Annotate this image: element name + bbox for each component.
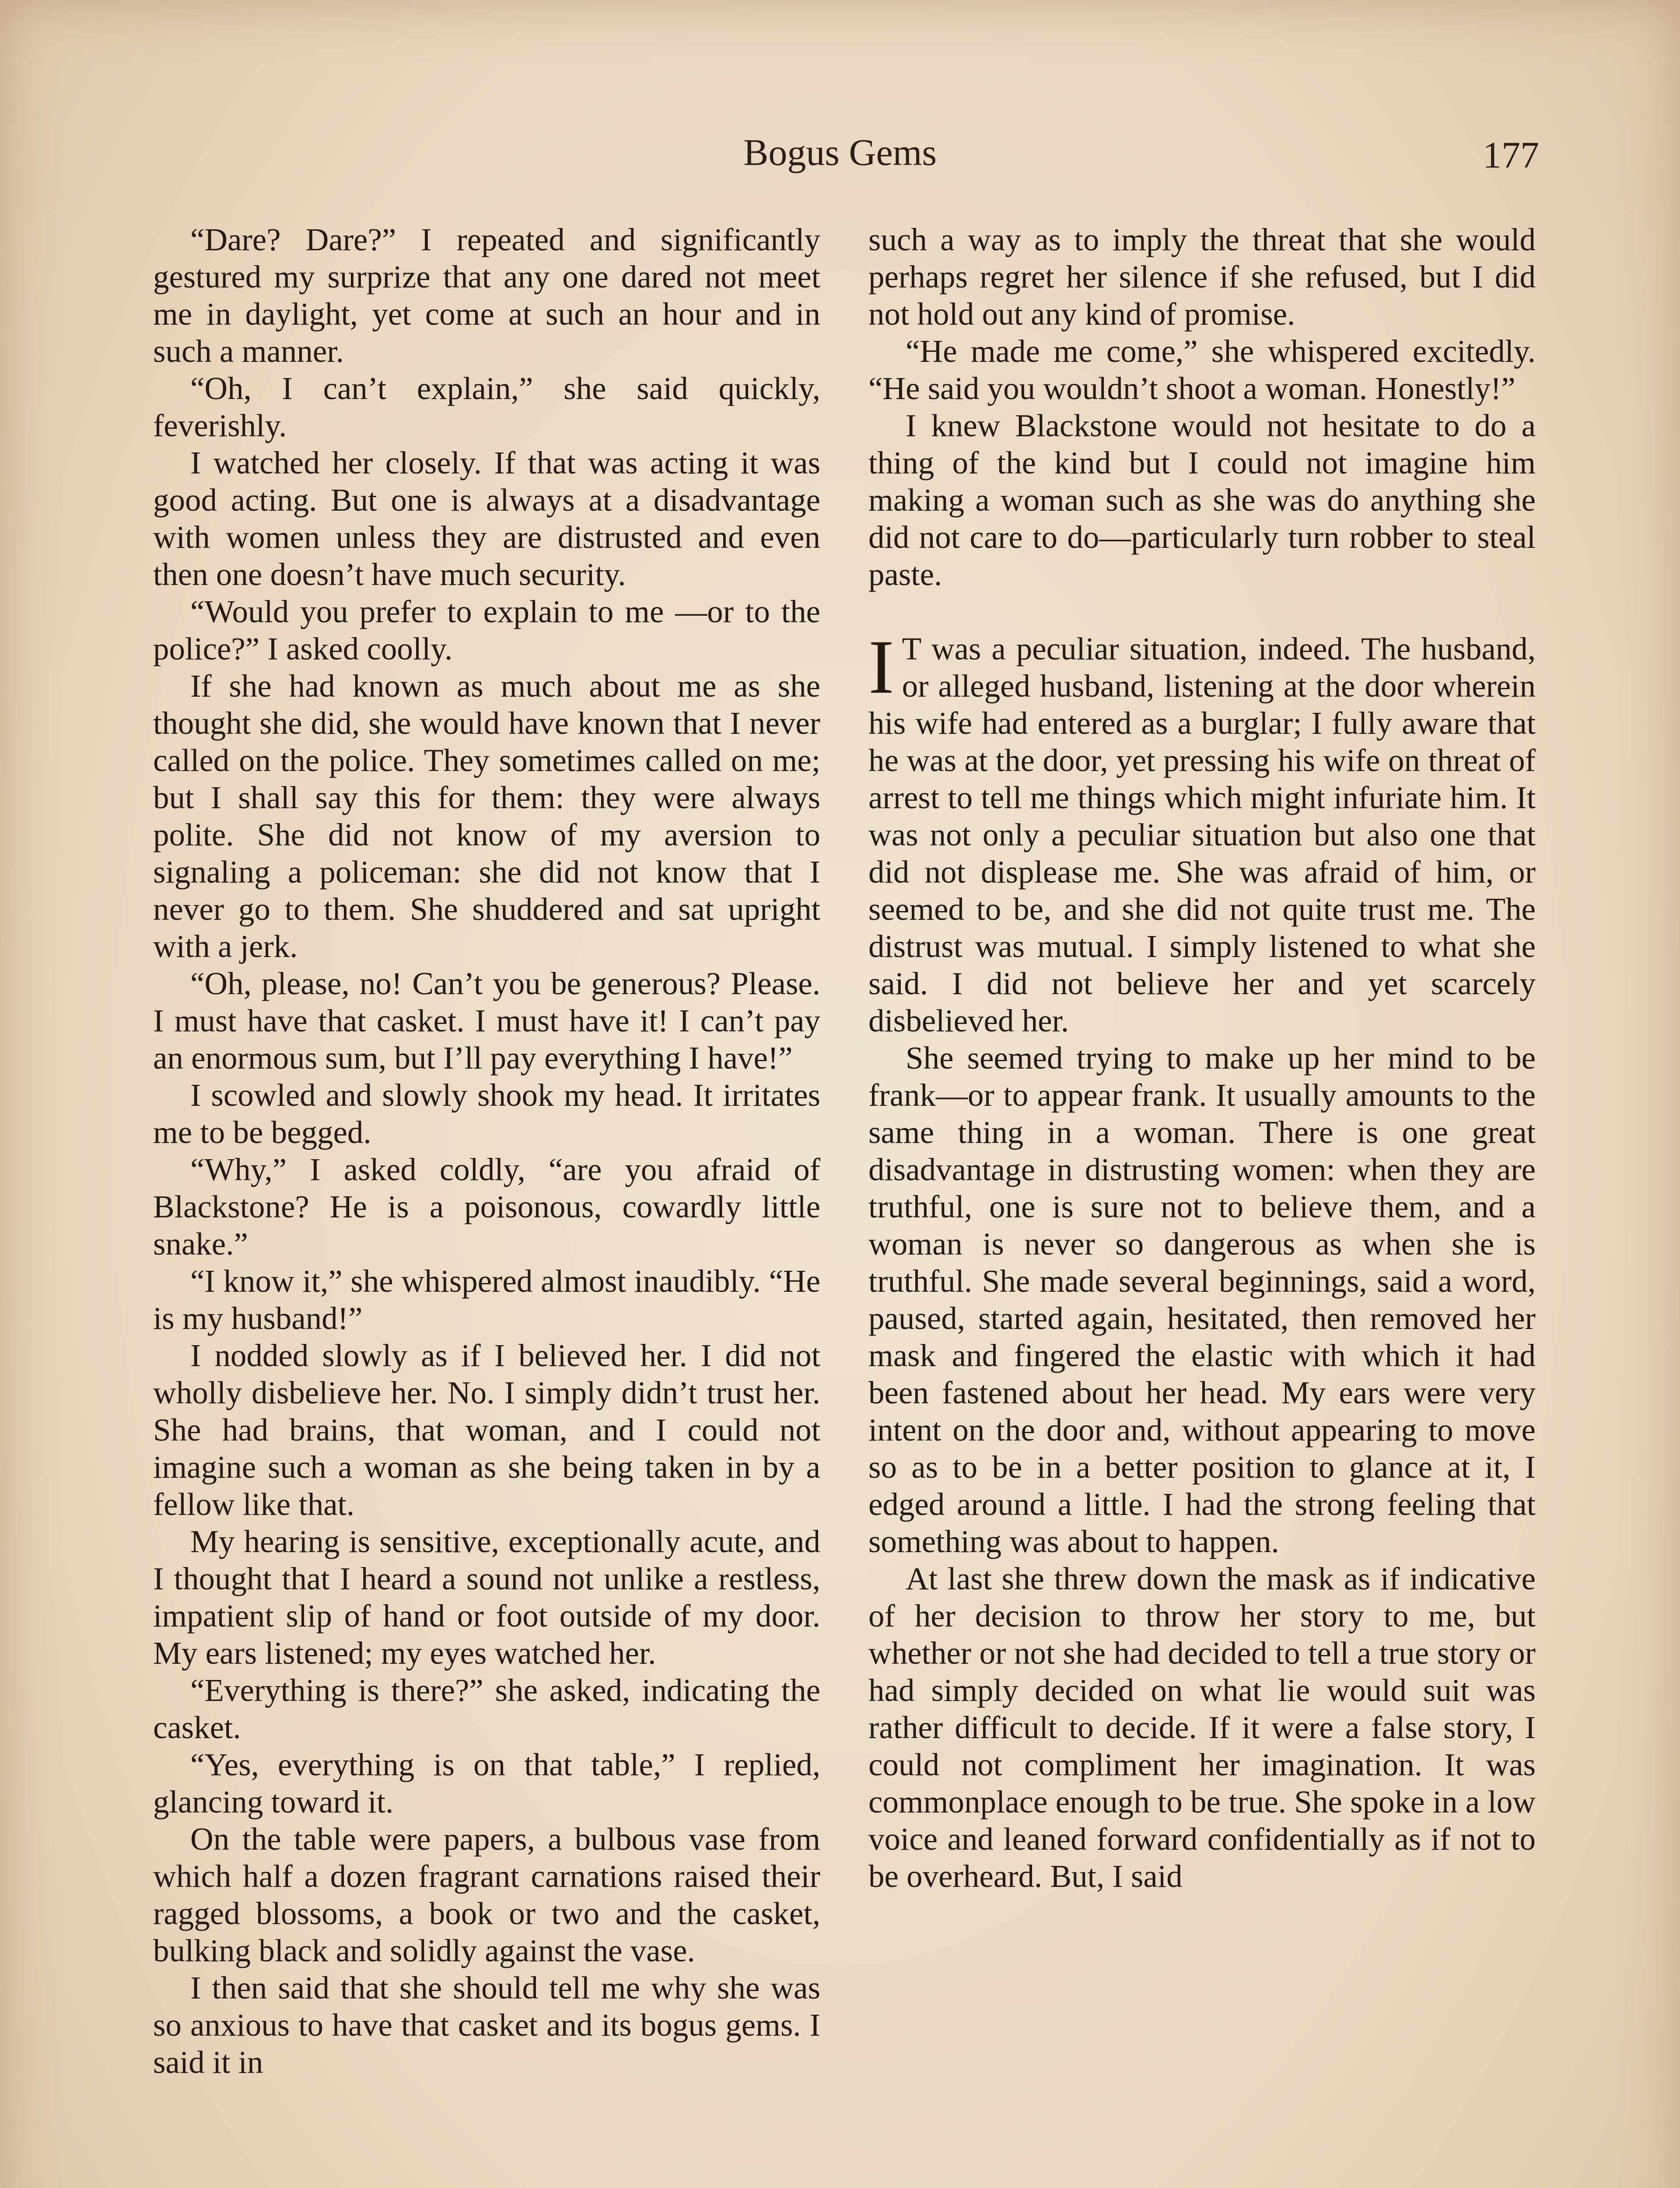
- paragraph: I knew Blackstone would not hesitate to do a thing of the kind but I could not imagine him making a woman such as she was do anything she did not care to do—particularly turn robber to steal paste.: [868, 408, 1536, 592]
- section-opening-paragraph: [868, 624, 1536, 1039]
- paragraph: My hearing is sensitive, exceptionally acute, and I thought that I heard a sound not unlike a restless, impatient slip of hand or foot outside of my door. My ears listened; my eyes watched her.: [153, 1524, 820, 1671]
- running-head: [0, 127, 1680, 184]
- paragraph: “Oh, I can’t explain,” she said quickly, feverishly.: [153, 371, 820, 443]
- paragraph: “I know it,” she whispered almost inaudibly. “He is my husband!”: [153, 1263, 820, 1336]
- paragraph: If she had known as much about me as she thought she did, she would have known that I never called on the police. They sometimes called on me; but I shall say this for them: they were always polite. She did not know of my aversion to signaling a policeman: she did not know that I never go to them. She shuddered and sat upright with a jerk.: [153, 668, 820, 964]
- paragraph: At last she threw down the mask as if indicative of her decision to throw her story to me, but whether or not she had decided to tell a true story or had simply decided on what lie would suit was rather difficult to decide. If it were a false story, I could not compliment her imagination. It was commonplace enough to be true. She spoke in a low voice and leaned forward confidentially as if not to be overheard. But, I said: [868, 1561, 1536, 1894]
- left-column: [153, 221, 820, 2081]
- running-title: Bogus Gems: [743, 131, 937, 173]
- paragraph: “Would you prefer to explain to me —or to the police?” I asked coolly.: [153, 594, 820, 666]
- paragraph: “Everything is there?” she asked, indicating the casket.: [153, 1673, 820, 1745]
- paragraph: “He made me come,” she whispered excitedly. “He said you wouldn’t shoot a woman. Honestly!”: [868, 333, 1536, 406]
- paragraph: I then said that she should tell me why she was so anxious to have that casket and its bogus gems. I said it in: [153, 1970, 820, 2080]
- paragraph: “Oh, please, no! Can’t you be generous? Please. I must have that casket. I must have it! I can’t pay an enormous sum, but I’ll pay everything I have!”: [153, 966, 820, 1076]
- drop-cap: I: [868, 624, 894, 710]
- paragraph: “Yes, everything is on that table,” I replied, glancing toward it.: [153, 1747, 820, 1820]
- paragraph: She seemed trying to make up her mind to be frank—or to appear frank. It usually amounts to the same thing in a woman. There is one great disadvantage in distrusting women: when they are truthful, one is sure not to believe them, and a woman is never so dangerous as when she is truthful. She made several beginnings, said a word, paused, started again, hesitated, then removed her mask and fingered the elastic with which it had been fastened about her head. My ears were very intent on the door and, without appearing to move so as to be in a better position to glance at it, I edged around a little. I had the strong feeling that something was about to happen.: [868, 1040, 1536, 1559]
- right-column: [868, 221, 1536, 1895]
- paragraph-continued: such a way as to imply the threat that she would perhaps regret her silence if she refused, but I did not hold out any kind of promise.: [868, 222, 1536, 332]
- section-opening-text: T was a peculiar situation, indeed. The husband, or alleged husband, listening at the door wherein his wife had entered as a burglar; I fully aware that he was at the door, yet pressing his wife on threat of arrest to tell me things which might infuriate him. It was not only a peculiar situation but also one that did not displease me. She was afraid of him, or seemed to be, and she did not quite trust me. The distrust was mutual. I simply listened to what she said. I did not believe her and yet scarcely disbelieved her.: [868, 631, 1536, 1038]
- paragraph: I watched her closely. If that was acting it was good acting. But one is always at a disadvantage with women unless they are distrusted and even then one doesn’t have much security.: [153, 445, 820, 592]
- paragraph: I scowled and slowly shook my head. It irritates me to be begged.: [153, 1077, 820, 1150]
- section-break: [868, 593, 1536, 630]
- paragraph: “Why,” I asked coldly, “are you afraid of Blackstone? He is a poisonous, cowardly little snake.”: [153, 1152, 820, 1262]
- paragraph: On the table were papers, a bulbous vase from which half a dozen fragrant carnations raised their ragged blossoms, a book or two and the casket, bulking black and solidly against the vase.: [153, 1821, 820, 1968]
- page-number: 177: [1483, 134, 1539, 176]
- paragraph: “Dare? Dare?” I repeated and significantly gestured my surprize that any one dared not meet me in daylight, yet come at such an hour and in such a manner.: [153, 222, 820, 369]
- paragraph: I nodded slowly as if I believed her. I did not wholly disbelieve her. No. I simply didn’t trust her. She had brains, that woman, and I could not imagine such a woman as she being taken in by a fellow like that.: [153, 1338, 820, 1522]
